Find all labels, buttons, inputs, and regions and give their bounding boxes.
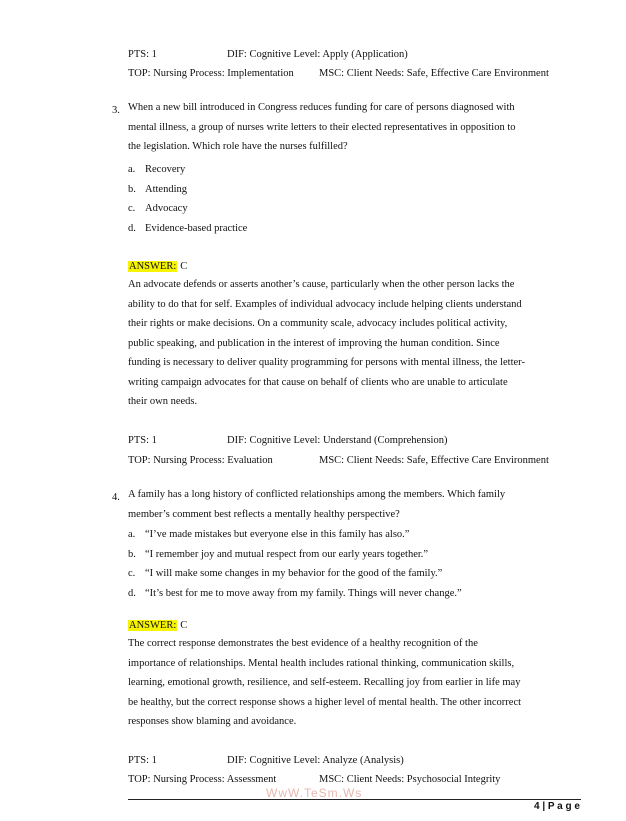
q4-rationale: [128, 634, 578, 732]
q3-pts: PTS: 1: [128, 435, 157, 446]
q4-options: [128, 525, 462, 603]
q3-dif: DIF: Cognitive Level: Understand (Comprehension): [227, 435, 448, 446]
q3-answer-value: C: [180, 261, 188, 272]
q3-topic: TOP: Nursing Process: Evaluation: [128, 455, 273, 466]
q3-rationale-line: writing campaign advocates for that cause on behalf of clients who are unable to articulate: [128, 376, 508, 388]
q3-stem-line: the legislation. Which role have the nurses fulfilled?: [128, 141, 348, 152]
q3-option-d: d. Evidence-based practice: [128, 222, 248, 234]
q4-option-b: b. “I remember joy and mutual respect from our early years together.”: [128, 548, 429, 560]
q3-number: 3.: [112, 105, 120, 116]
q4-option-d: d. “It’s best for me to move away from my family. Things will never change.”: [128, 587, 462, 599]
q4-option-c: c. “I will make some changes in my behavior for the good of the family.”: [128, 568, 443, 579]
q4-stem: [128, 485, 578, 524]
q2-dif: DIF: Cognitive Level: Apply (Application): [227, 49, 408, 60]
q4-dif: DIF: Cognitive Level: Analyze (Analysis): [227, 755, 404, 766]
q2-msc: MSC: Client Needs: Safe, Effective Care Environment: [319, 68, 549, 79]
q3-options: [128, 160, 247, 238]
q4-answer-value: C: [180, 620, 188, 631]
q3-answer-label: ANSWER:: [129, 261, 177, 272]
q3-option-c: c. Advocacy: [128, 203, 188, 214]
q4-msc: MSC: Client Needs: Psychosocial Integrity: [319, 774, 501, 785]
q3-stem-line: When a new bill introduced in Congress reduces funding for care of persons diagnosed with: [128, 102, 515, 113]
q4-rationale-line: learning, emotional growth, resilience, and self-esteem. Recalling joy from earlier in life may: [128, 677, 521, 688]
q4-rationale-line: importance of relationships. Mental health includes rational thinking, communication skills,: [128, 657, 515, 669]
q4-pts: PTS: 1: [128, 755, 157, 766]
q3-stem: [128, 98, 578, 157]
q3-rationale-line: funding is necessary to deliver quality programming for persons with mental illness, the letter-: [128, 357, 525, 368]
q3-option-a: a. Recovery: [128, 164, 186, 175]
q3-rationale: [128, 275, 578, 412]
q4-rationale-line: The correct response demonstrates the best evidence of a healthy recognition of the: [128, 638, 478, 649]
q2-pts: PTS: 1: [128, 49, 157, 60]
q3-msc: MSC: Client Needs: Safe, Effective Care Environment: [319, 455, 549, 466]
q3-rationale-line: their own needs.: [128, 396, 198, 407]
q3-option-b: b. Attending: [128, 183, 187, 195]
q4-topic: TOP: Nursing Process: Assessment: [128, 774, 277, 785]
q2-topic: TOP: Nursing Process: Implementation: [128, 68, 294, 79]
q3-rationale-line: ability to do that for self. Examples of individual advocacy include helping clients understand: [128, 298, 522, 310]
q4-answer: [128, 619, 187, 632]
q4-stem-line: member’s comment best reflects a mentally healthy perspective?: [128, 508, 400, 520]
q4-rationale-line: responses show blaming and avoidance.: [128, 716, 297, 727]
q3-rationale-line: public speaking, and publication in the interest of improving the human condition. Since: [128, 337, 500, 349]
q3-answer: [128, 260, 187, 273]
q4-number: 4.: [112, 492, 120, 503]
watermark: WwW.TeSm.Ws: [266, 786, 363, 800]
footer-divider: [128, 799, 581, 800]
q3-rationale-line: their rights or make decisions. On a community scale, advocacy includes political activity,: [128, 318, 508, 329]
q3-stem-line: mental illness, a group of nurses write letters to their elected representatives in opposition to: [128, 121, 516, 133]
q4-answer-label: ANSWER:: [129, 620, 177, 631]
q4-rationale-line: be healthy, but the correct response shows a higher level of mental health. The other incorrect: [128, 696, 522, 708]
q3-rationale-line: An advocate defends or asserts another’s cause, particularly when the other person lacks the: [128, 279, 515, 290]
q4-stem-line: A family has a long history of conflicted relationships among the members. Which family: [128, 489, 506, 500]
q4-option-a: a. “I’ve made mistakes but everyone else in this family has also.”: [128, 529, 410, 540]
page-number: 4 | P a g e: [534, 801, 580, 812]
